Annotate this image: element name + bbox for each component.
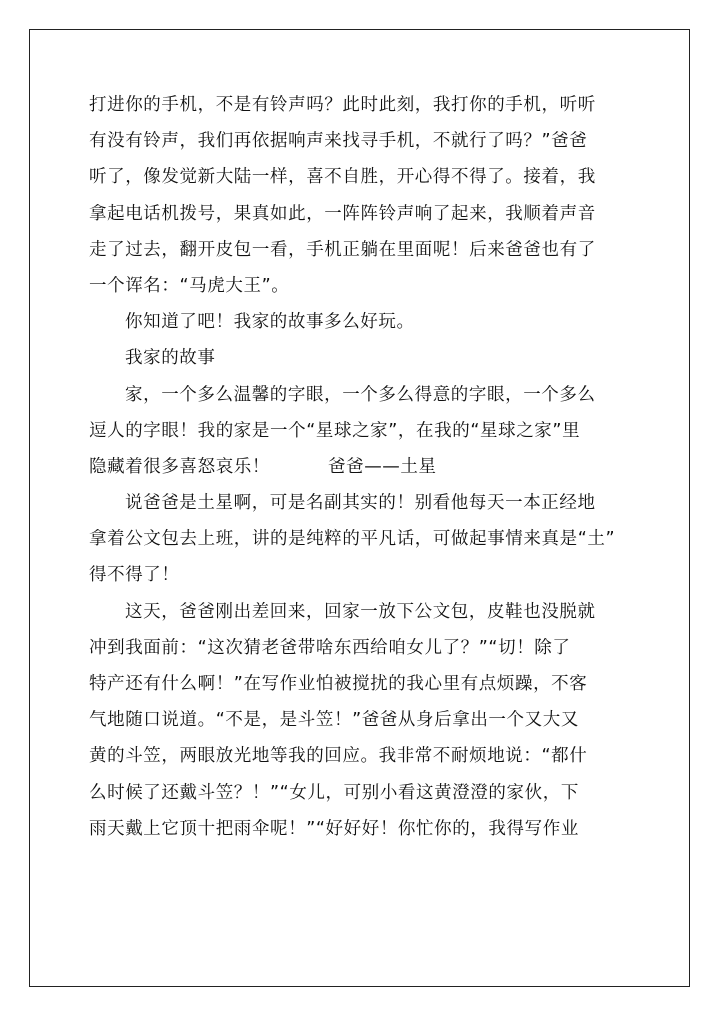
section-heading: 我家的故事 (125, 348, 216, 369)
text-line: 雨天戴上它顶十把雨伞呢！”“好好好！你忙你的，我得写作业 (89, 818, 579, 839)
paragraph-line: 家，一个多么温馨的字眼，一个多么得意的字眼，一个多么 (125, 384, 596, 405)
text-line: 有没有铃声，我们再依据响声来找寻手机，不就行了吗？”爸爸 (89, 131, 588, 152)
text-line: 拿着公文包去上班，讲的是纯粹的平凡话，可做起事情来真是“土” (89, 529, 616, 550)
text-line: 拿起电话机拨号，果真如此，一阵阵铃声响了起来，我顺着声音 (89, 203, 596, 224)
document-body (89, 87, 634, 847)
text-line: 冲到我面前：“这次猜老爸带啥东西给咱女儿了？”“切！除了 (89, 637, 571, 658)
text-line: 一个诨名：“马虎大王”。 (89, 275, 290, 296)
text-line: 听了，像发觉新大陆一样，喜不自胜，开心得不得了。接着，我 (89, 167, 596, 188)
paragraph-line: 说爸爸是土星啊，可是名副其实的！别看他每天一本正经地 (125, 493, 596, 514)
text-line: 黄的斗笠，两眼放光地等我的回应。我非常不耐烦地说：“都什 (89, 746, 588, 767)
text-line-segment: 隐藏着很多喜怒哀乐！ (89, 456, 270, 477)
paragraph-line: 这天，爸爸刚出差回来，回家一放下公文包，皮鞋也没脱就 (125, 601, 596, 622)
text-line-with-subheading (89, 449, 634, 485)
text-line: 气地随口说道。“不是，是斗笠！”爸爸从身后拿出一个又大又 (89, 710, 579, 731)
paragraph-line: 你知道了吧！我家的故事多么好玩。 (125, 312, 415, 333)
text-line: 得不得了！ (89, 565, 180, 586)
text-line: 逗人的字眼！我的家是一个“星球之家”，在我的“星球之家”里 (89, 420, 581, 441)
text-line: 特产还有什么啊！”在写作业怕被搅扰的我心里有点烦躁，不客 (89, 674, 588, 694)
text-line: 走了过去，翻开皮包一看，手机正躺在里面呢！后来爸爸也有了 (89, 239, 596, 260)
text-line: 打进你的手机，不是有铃声吗？此时此刻，我打你的手机，听听 (89, 95, 596, 115)
text-line: 么时候了还戴斗笠？！”“女儿，可别小看这黄澄澄的家伙，下 (89, 782, 579, 803)
subheading-saturn: 爸爸——土星 (328, 456, 437, 477)
